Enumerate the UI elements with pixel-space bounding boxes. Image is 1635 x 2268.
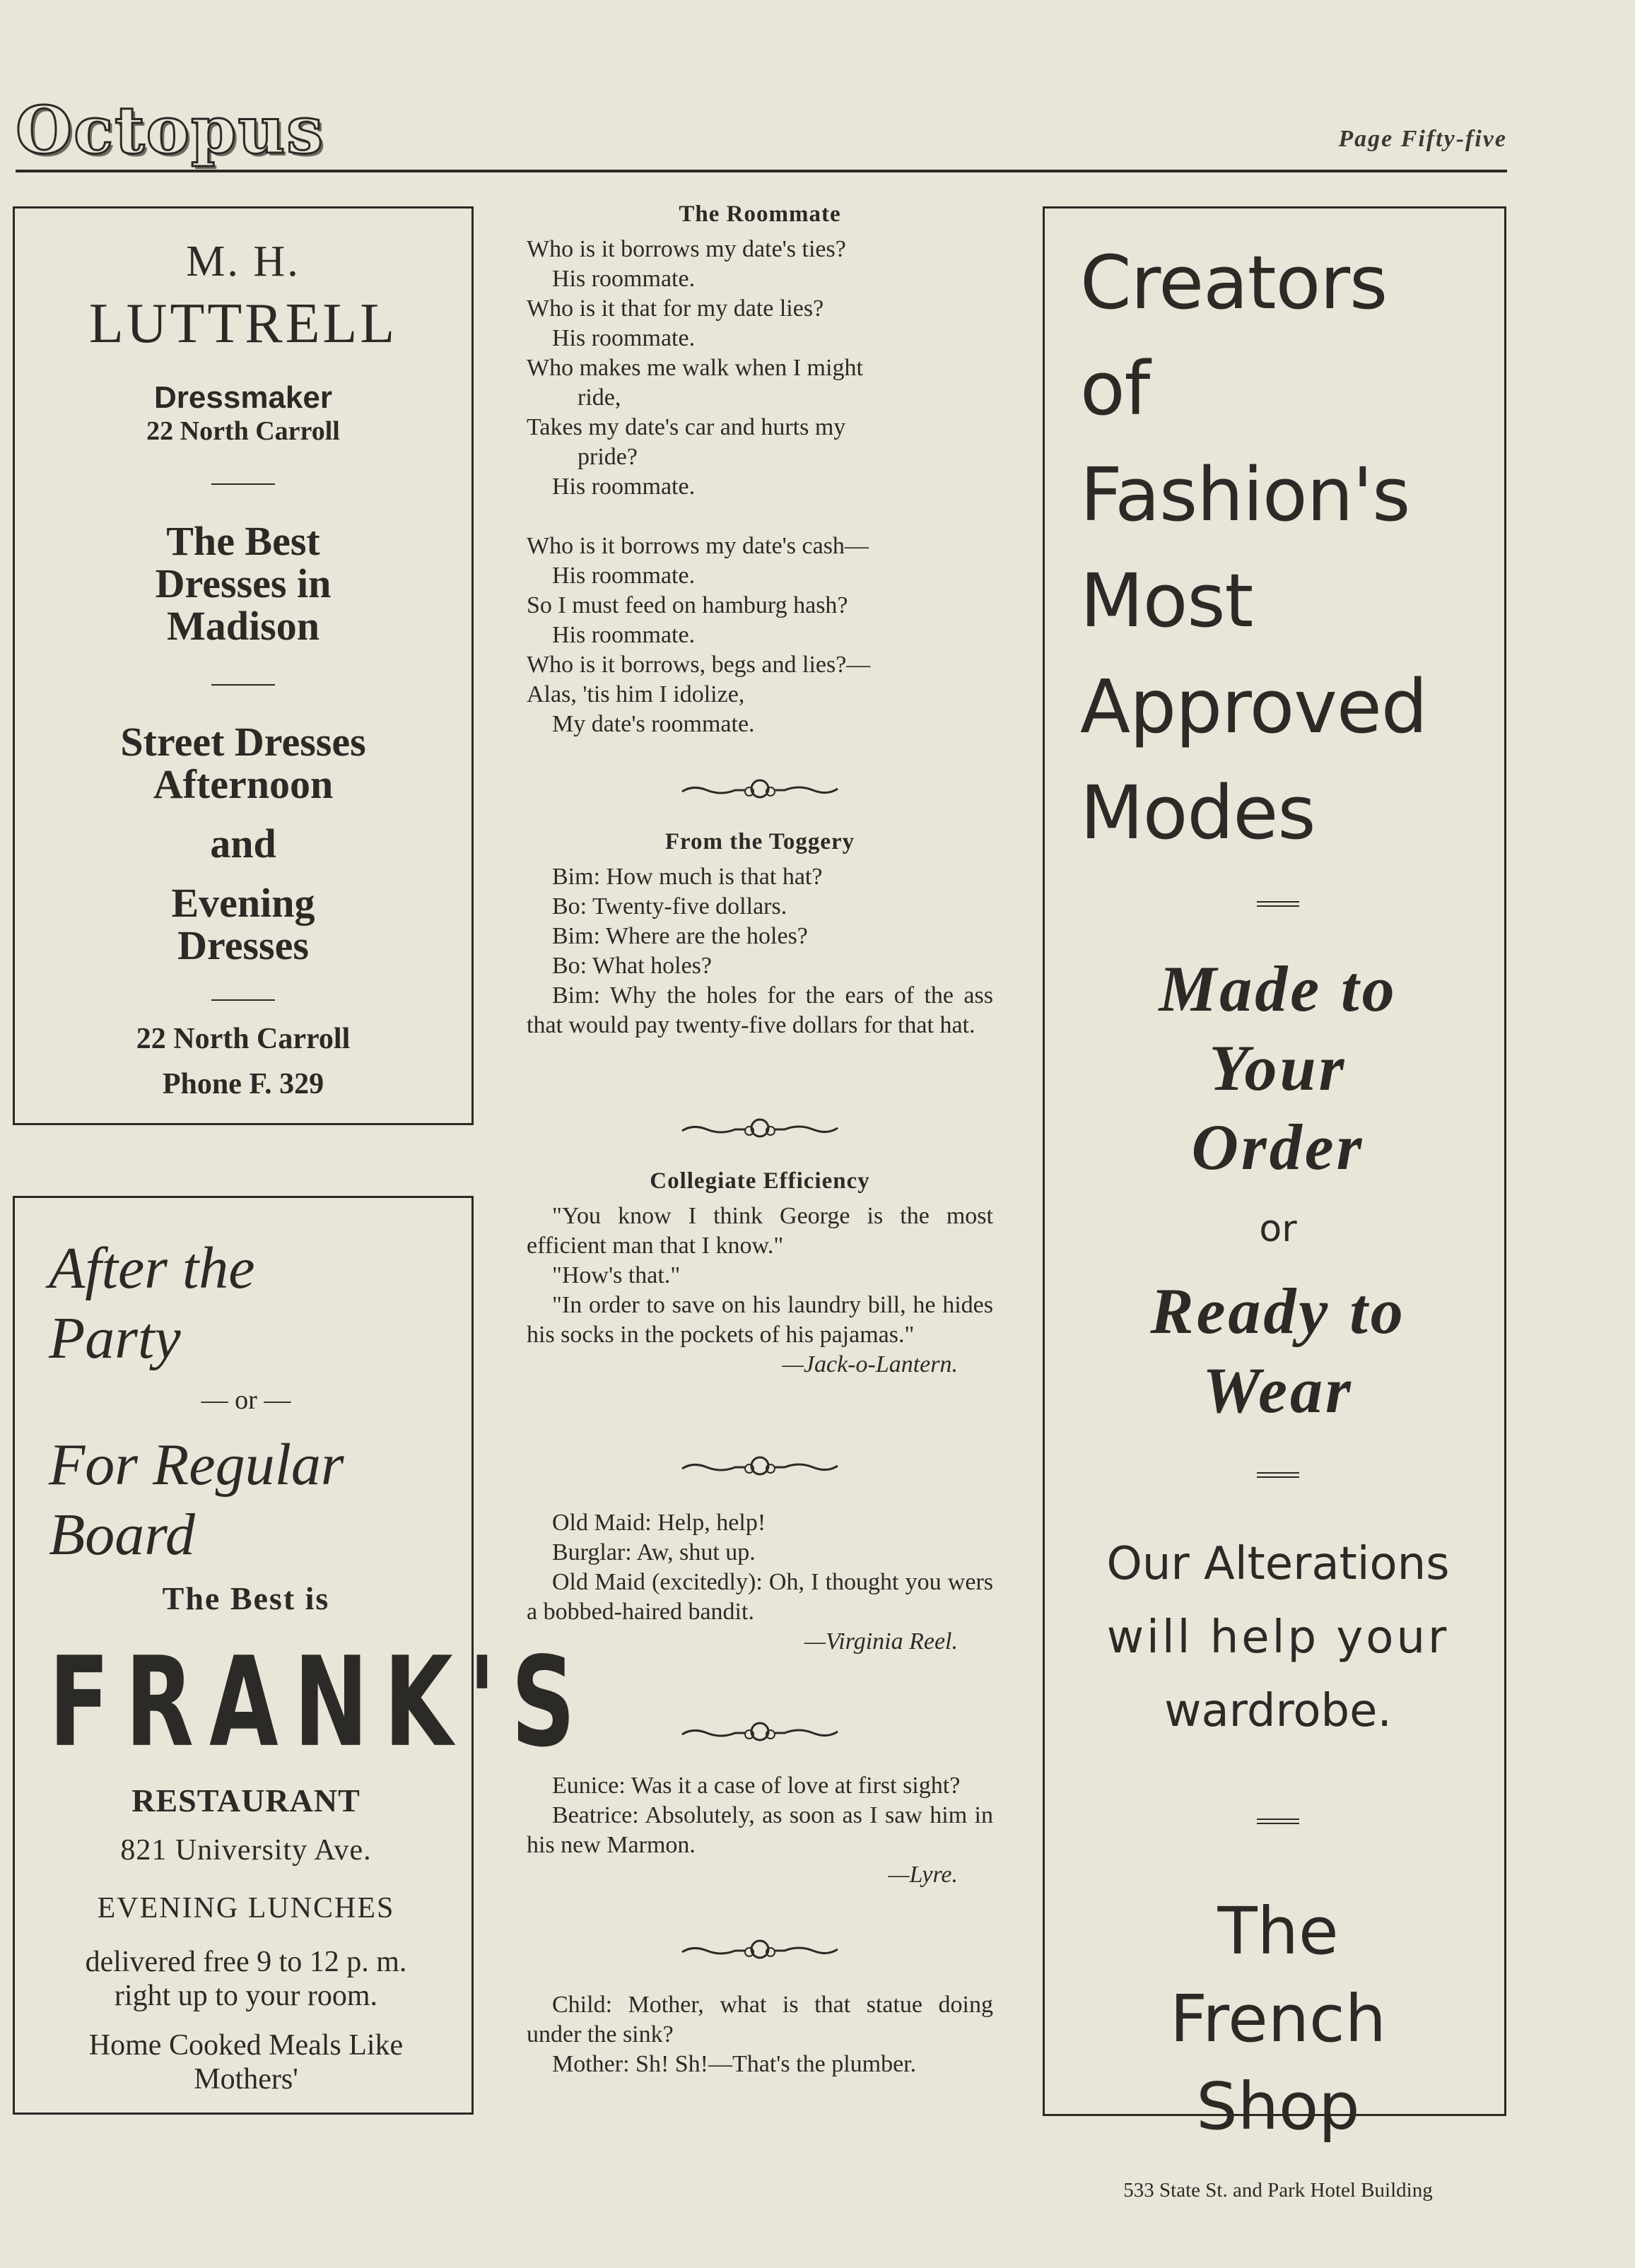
luttrell-name: LUTTRELL (88, 293, 398, 355)
french-made (1080, 949, 1476, 1187)
french-headline-line: Approved (1080, 664, 1427, 750)
joke-line: "In order to save on his laundry bill, he hides his socks in the pockets of his pajamas." (527, 1292, 993, 1348)
luttrell-address: 22 North Carroll (136, 1023, 351, 1055)
luttrell-line: Street Dresses (120, 719, 366, 765)
poem-roommate (527, 199, 993, 739)
french-headline-line: Most (1080, 558, 1253, 644)
poem-title: The Roommate (679, 201, 841, 227)
ornament-divider (679, 1937, 841, 1965)
french-alterations-line: wardrobe. (1164, 1685, 1392, 1737)
poem-line: His roommate. (552, 474, 696, 500)
joke-line: Bo: What holes? (552, 953, 712, 979)
poem-line: Alas, 'tis him I idolize, (527, 681, 745, 707)
joke-line: Mother: Sh! Sh!—That's the plumber. (552, 2051, 917, 2077)
french-name-line: The (1217, 1893, 1339, 1969)
joke-title: Collegiate Efficiency (650, 1168, 870, 1194)
luttrell-line: Dresses (177, 922, 309, 968)
ornament-divider (679, 1115, 841, 1144)
franks-name: FRANK'S (49, 1631, 591, 1775)
joke-old-maid (527, 1508, 993, 1657)
franks-delivery-line: right up to your room. (114, 1980, 378, 2013)
luttrell-initials: M. H. (186, 237, 300, 286)
joke-child (527, 1990, 993, 2079)
joke-line: Bim: Why the holes for the ears of the ass that would pay twenty-five dollars for that hat. (527, 982, 993, 1038)
french-ready-line: Wear (1202, 1354, 1354, 1426)
franks-headline-line: For Regular (49, 1432, 344, 1498)
luttrell-line: Afternoon (153, 761, 334, 807)
joke-toggery (527, 827, 993, 1040)
french-shop-ad (1043, 206, 1506, 2202)
joke-title: From the Toggery (664, 829, 855, 854)
page-number: Page Fifty-five (1338, 126, 1507, 152)
joke-line: Beatrice: Absolutely, as soon as I saw him in his new Marmon. (527, 1802, 993, 1858)
luttrell-address-top: 22 North Carroll (146, 416, 340, 446)
french-alterations-line: Our Alterations (1106, 1538, 1450, 1590)
ornament-divider (679, 1453, 841, 1481)
joke-eunice (527, 1771, 993, 1890)
joke-line: Bim: How much is that hat? (552, 864, 823, 890)
joke-line: "You know I think George is the most efficient man that I know." (527, 1203, 993, 1259)
double-rule (1257, 901, 1299, 907)
french-headline (1080, 230, 1476, 866)
poem-line: Who is it borrows, begs and lies?— (527, 652, 871, 678)
french-ready-line: Ready to (1150, 1275, 1406, 1347)
double-rule (1257, 1818, 1299, 1824)
french-headline-line: Creators (1080, 240, 1388, 326)
luttrell-line: and (210, 821, 276, 866)
double-rule (1257, 1472, 1299, 1478)
french-made-line: Order (1191, 1111, 1365, 1183)
french-name (1080, 1888, 1476, 2151)
divider (211, 999, 275, 1001)
franks-home-line: Home Cooked Meals Like (88, 2029, 404, 2062)
franks-headline (49, 1233, 443, 1373)
poem-line: Who is it borrows my date's cash— (527, 533, 869, 559)
franks-home-line: Mothers' (194, 2063, 298, 2096)
french-or: or (1259, 1208, 1297, 1250)
joke-line: Child: Mother, what is that statue doing under the sink? (527, 1992, 993, 2047)
octopus-logo: Octopus (16, 92, 325, 168)
french-ready (1080, 1271, 1476, 1430)
poem-line: His roommate. (552, 563, 696, 589)
poem-line: His roommate. (552, 266, 696, 292)
french-name-line: French Shop (1170, 1981, 1386, 2144)
french-alterations-line: will help your (1106, 1611, 1450, 1664)
page-header (16, 92, 1507, 177)
joke-line: Bim: Where are the holes? (552, 923, 808, 949)
franks-lunches: EVENING LUNCHES (97, 1892, 395, 1925)
joke-line: Old Maid: Help, help! (552, 1510, 766, 1536)
franks-type: RESTAURANT (131, 1782, 361, 1819)
poem-line: Takes my date's car and hurts my (527, 414, 846, 440)
luttrell-phone: Phone F. 329 (162, 1068, 324, 1100)
poem-line: Who is it that for my date lies? (527, 295, 824, 322)
franks-ad (13, 1196, 591, 2115)
franks-headline-line: After the (49, 1235, 255, 1301)
ornament-divider (679, 776, 841, 804)
french-made-line: Your (1209, 1032, 1347, 1104)
poem-line: Who makes me walk when I might (527, 355, 863, 381)
french-alterations (1080, 1527, 1476, 1748)
poem-line: His roommate. (552, 325, 696, 351)
joke-line: Bo: Twenty-five dollars. (552, 893, 787, 919)
divider (211, 684, 275, 686)
franks-headline-line: Party (49, 1305, 181, 1372)
luttrell-slogan-line: Dresses in (155, 560, 332, 606)
joke-source: —Lyre. (888, 1862, 958, 1888)
joke-line: Burglar: Aw, shut up. (552, 1539, 756, 1565)
joke-source: —Jack-o-Lantern. (782, 1351, 958, 1377)
luttrell-trade: Dressmaker (154, 380, 332, 415)
franks-or: — or — (201, 1385, 291, 1416)
poem-line: My date's roommate. (552, 711, 755, 737)
ornament-divider (679, 1719, 841, 1747)
luttrell-slogan-line: The Best (166, 518, 320, 564)
divider (211, 483, 275, 485)
franks-headline-2 (49, 1430, 443, 1570)
french-headline-line: of Fashion's (1080, 346, 1410, 538)
poem-line: So I must feed on hamburg hash? (527, 592, 848, 618)
joke-line: Eunice: Was it a case of love at first sight? (552, 1773, 961, 1799)
luttrell-slogan-line: Madison (167, 603, 320, 649)
poem-line: Who is it borrows my date's ties? (527, 236, 846, 262)
french-headline-line: Modes (1080, 770, 1315, 856)
french-made-line: Made to (1159, 953, 1397, 1025)
joke-efficiency (527, 1166, 993, 1380)
franks-delivery-line: delivered free 9 to 12 p. m. (85, 1946, 407, 1979)
luttrell-ad (13, 206, 474, 1125)
franks-best: The Best is (162, 1580, 330, 1617)
joke-line: "How's that." (552, 1262, 681, 1288)
franks-address: 821 University Ave. (120, 1834, 372, 1867)
joke-source: —Virginia Reel. (804, 1628, 958, 1655)
franks-headline-line: Board (49, 1502, 195, 1568)
poem-line: pride? (578, 444, 638, 470)
poem-line: ride, (578, 384, 621, 411)
luttrell-line: Evening (171, 880, 315, 926)
header-rule (16, 170, 1507, 172)
french-address: 533 State St. and Park Hotel Building (1123, 2179, 1433, 2202)
poem-line: His roommate. (552, 622, 696, 648)
joke-line: Old Maid (excitedly): Oh, I thought you wers a bobbed-haired bandit. (527, 1569, 993, 1625)
